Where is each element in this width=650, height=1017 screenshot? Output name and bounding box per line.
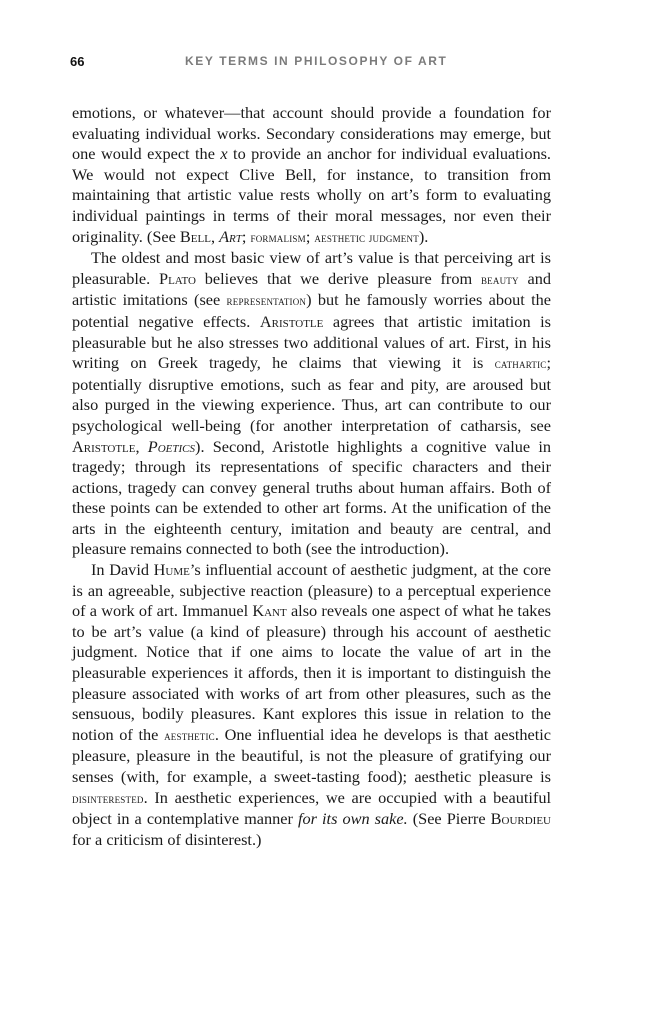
- text-run: ;: [305, 226, 315, 246]
- xref-plato: Plato: [159, 268, 196, 288]
- running-head: KEY TERMS IN PHILOSOPHY OF ART: [185, 54, 448, 68]
- xref-aristotle: Aristotle: [72, 436, 136, 456]
- page-header: [70, 54, 580, 72]
- xref-art: Art: [219, 226, 242, 246]
- xref-beauty: beauty: [480, 271, 519, 287]
- text-run: The oldest and most basic view of art’s value is that perceiving art is pleasurable.: [72, 248, 551, 288]
- xref-aesthetic-judgment: aesthetic judgment: [314, 229, 419, 245]
- paragraph: [72, 560, 551, 850]
- text-run: ,: [135, 436, 148, 456]
- text-run: . One influential idea he develops is that aesthetic pleasure, pleasure in the beautiful, is not the pleasure of gratifying our senses (with, for example, a sweet-tasting food); aesthetic pleasure is: [72, 724, 551, 786]
- text-run: ;: [241, 226, 251, 246]
- variable-x: x: [220, 144, 228, 164]
- text-run: ) but he famously worries about the potential negative effects.: [72, 290, 552, 331]
- emphasis-for-its-own-sake: for its own sake.: [297, 809, 408, 829]
- xref-hume: Hume: [153, 560, 190, 580]
- text-run: ’s influential account of aesthetic judgment, at the core is an agreeable, subjective reaction (pleasure) to a perceptual experience of a work of art. Immanuel: [72, 560, 552, 621]
- text-run: ). Second, Aristotle highlights a cognitive value in tragedy; through its representations of specific characters and their actions, tragedy can convey general truths about human affairs. Both of these points can be extended to other art forms. At the unification of the arts in the eighteenth century, imitation and beauty are central, and pleasure remains connected to both (see the introduction).: [72, 436, 551, 559]
- xref-cathartic: cathartic: [494, 356, 547, 372]
- text-run: ).: [418, 226, 429, 246]
- paragraph: [72, 103, 551, 248]
- xref-kant: Kant: [252, 601, 287, 621]
- text-run: emotions, or whatever—that account should provide a foundation for evaluating individual works. Secondary considerations may emerge, but one would expect the: [72, 103, 551, 164]
- page-number: 66: [70, 54, 85, 69]
- text-run: and artistic imitations (see: [72, 268, 551, 310]
- paragraph: [72, 248, 551, 560]
- xref-bourdieu: Bourdieu: [490, 809, 551, 829]
- text-run: believes that we derive pleasure from: [195, 268, 481, 288]
- text-run: agrees that artistic imitation is pleasurable but he also stresses two additional values of art. First, in his writing on Greek tragedy, he claims that viewing it is: [72, 311, 551, 373]
- xref-formalism: formalism: [250, 229, 306, 245]
- text-run: to provide an anchor for individual evaluations. We would not expect Clive Bell, for instance, to transition from maintaining that artistic value rests wholly on art’s form to evaluating individual paintings in terms of their moral messages, nor even their originality. (See: [72, 144, 552, 246]
- text-run: (See Pierre: [407, 809, 491, 829]
- xref-aesthetic: aesthetic: [164, 727, 215, 743]
- text-run: for a criticism of disinterest.): [72, 829, 262, 849]
- text-run: ; potentially disruptive emotions, such as fear and pity, are aroused but also purged in the viewing experience. Thus, art can contribute to our psychological well-being (for another interpretation of catharsis, see: [72, 353, 551, 435]
- xref-poetics: Poetics: [147, 436, 196, 456]
- text-run: . In aesthetic experiences, we are occupied with a beautiful object in a contemplative manner: [72, 787, 551, 829]
- xref-disinterested: disinterested: [72, 790, 144, 806]
- xref-representation: representation: [226, 293, 307, 309]
- xref-bell: Bell: [179, 226, 211, 246]
- xref-aristotle: Aristotle: [259, 311, 324, 331]
- text-run: also reveals one aspect of what he takes to be art’s value (a kind of pleasure) through his account of aesthetic judgment. Notice that if one aims to locate the value of art in the pleasurable experiences it affords, then it is important to distinguish the pleasure associated with works of art from other pleasures, such as the sensuous, bodily pleasures. Kant explores this issue in relation to the notion of the: [72, 601, 552, 744]
- body-text: [72, 103, 551, 850]
- text-run: In David: [91, 560, 154, 580]
- text-run: ,: [210, 226, 220, 246]
